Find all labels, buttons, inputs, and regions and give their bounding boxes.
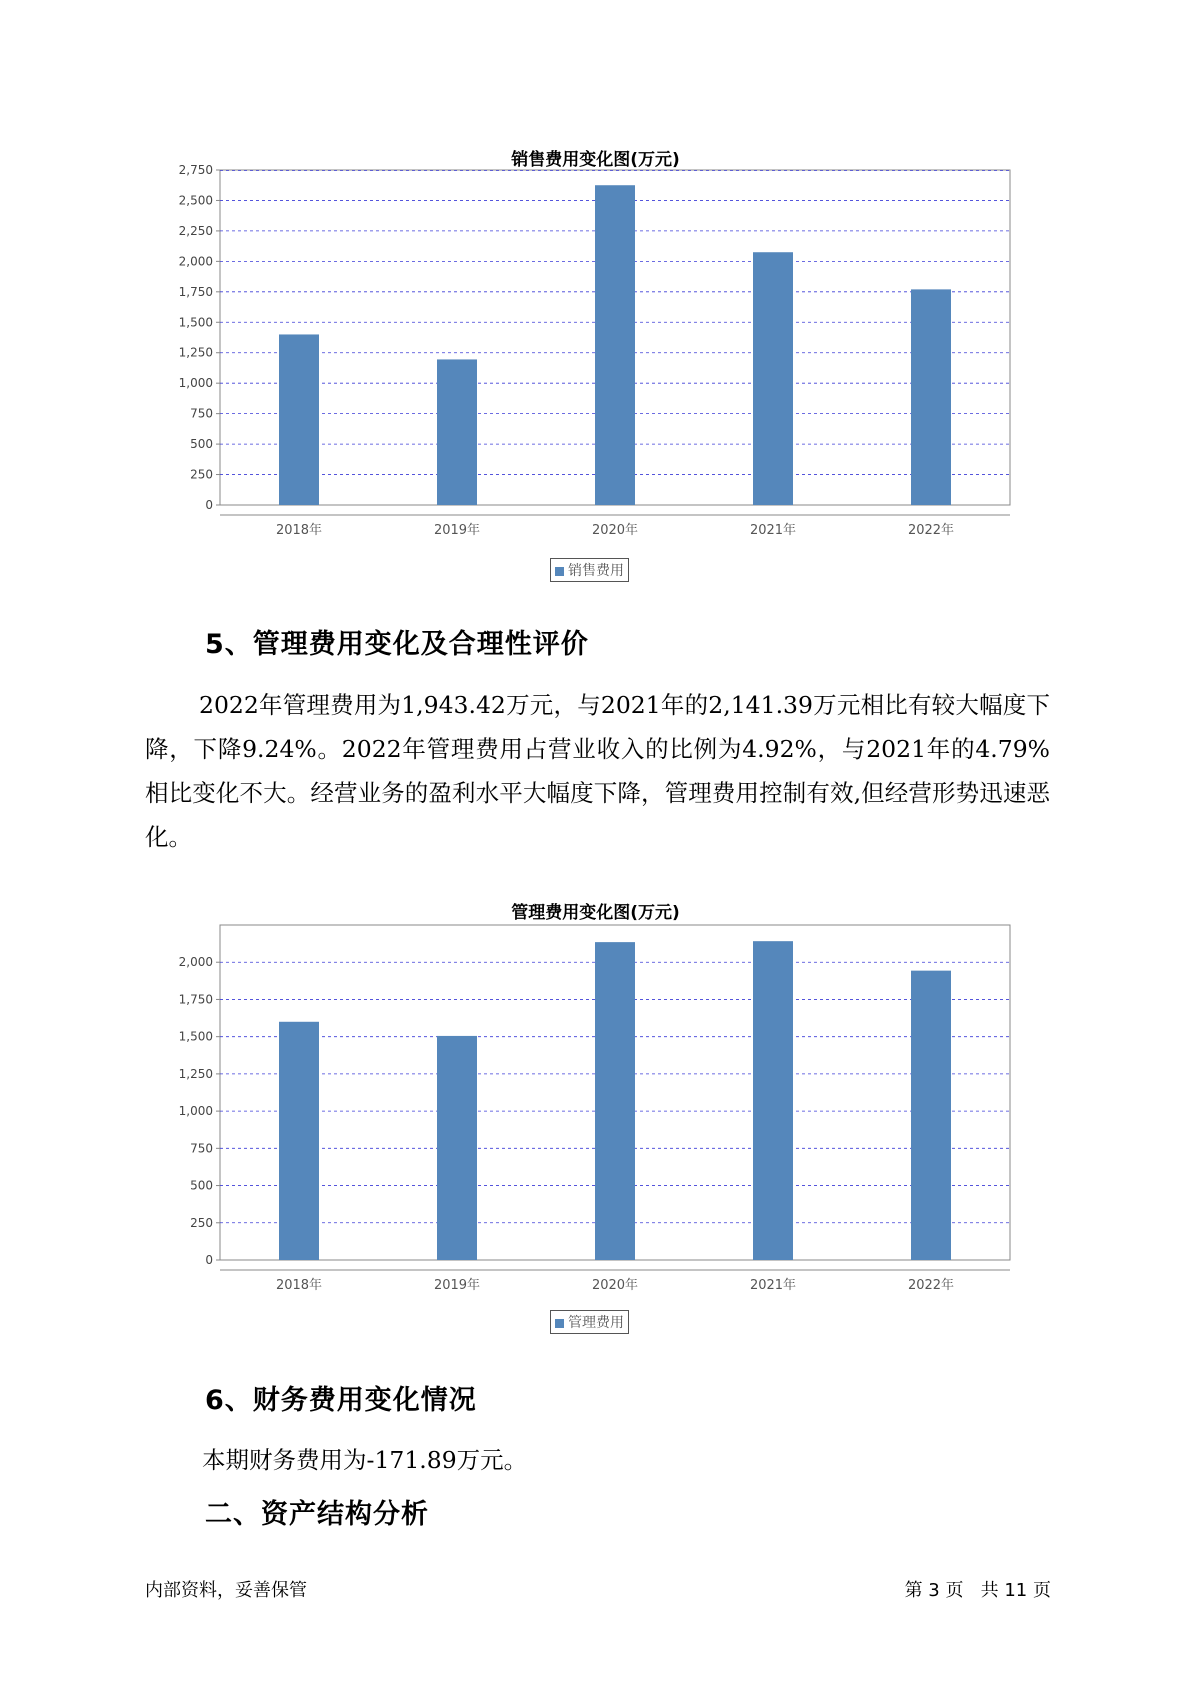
x-tick-label: 2020年 [591,523,639,538]
y-tick-label: 750 [190,406,213,421]
chart-legend-admin [550,1310,629,1334]
bar-2020年 [595,185,635,505]
section-6-paragraph: 本期财务费用为-171.89万元。 [202,1446,528,1474]
section-5-text: 2022年管理费用为1,943.42万元，与2021年的2,141.39万元相比有较大幅度下降，下降9.24%。2022年管理费用占营业收入的比例为4.92%，与2021年的4.79%相比变化不大。经营业务的盈利水平大幅度下降，管理费用控制有效,但经营形势迅速恶化。 [145,691,1050,851]
section-5-paragraph [145,683,1050,859]
legend-swatch [555,567,564,576]
y-tick-label: 2,000 [178,955,213,970]
y-tick-label: 1,750 [178,992,213,1007]
y-tick-label: 1,000 [178,376,213,391]
y-tick-label: 1,000 [178,1104,213,1119]
bar-2022年 [911,289,951,505]
y-tick-label: 750 [190,1141,213,1156]
chart-title-sales: 销售费用变化图(万元) [511,150,680,170]
y-tick-label: 2,250 [178,223,213,238]
bar-2021年 [753,941,793,1260]
sales-expense-chart [140,163,1020,538]
legend-label: 管理费用 [568,1315,624,1331]
x-tick-label: 2019年 [433,523,481,538]
y-tick-label: 1,500 [178,315,213,330]
y-tick-label: 250 [190,1215,213,1230]
y-tick-label: 2,750 [178,163,213,177]
bar-2018年 [279,1022,319,1260]
y-tick-label: 1,500 [178,1029,213,1044]
y-tick-label: 250 [190,467,213,482]
y-tick-label: 2,000 [178,254,213,269]
x-tick-label: 2018年 [275,1278,323,1293]
section-5-heading: 5、管理费用变化及合理性评价 [205,629,589,660]
legend-label: 销售费用 [568,563,624,579]
x-tick-label: 2021年 [749,1278,797,1293]
y-tick-label: 0 [205,1253,213,1267]
y-tick-label: 0 [205,498,213,512]
bar-2022年 [911,971,951,1260]
section-6-heading: 6、财务费用变化情况 [205,1385,477,1416]
y-tick-label: 1,250 [178,345,213,360]
bar-2019年 [437,1036,477,1260]
bar-2019年 [437,359,477,505]
footer-page-number: 第 3 页 共 11 页 [904,1580,1051,1601]
x-tick-label: 2021年 [749,523,797,538]
chart-title-admin: 管理费用变化图(万元) [511,903,680,923]
y-tick-label: 2,500 [178,193,213,208]
x-tick-label: 2022年 [907,1278,955,1293]
x-tick-label: 2018年 [275,523,323,538]
section-2-heading: 二、资产结构分析 [205,1499,429,1530]
chart-legend-sales [550,558,629,582]
x-tick-label: 2019年 [433,1278,481,1293]
bar-2021年 [753,252,793,505]
y-tick-label: 500 [190,437,213,452]
y-tick-label: 1,250 [178,1066,213,1081]
bar-2020年 [595,942,635,1260]
y-tick-label: 500 [190,1178,213,1193]
admin-expense-chart [140,925,1020,1293]
bar-2018年 [279,334,319,505]
y-tick-label: 1,750 [178,284,213,299]
x-tick-label: 2022年 [907,523,955,538]
legend-swatch [555,1319,564,1328]
x-tick-label: 2020年 [591,1278,639,1293]
footer-confidential: 内部资料，妥善保管 [145,1580,307,1601]
